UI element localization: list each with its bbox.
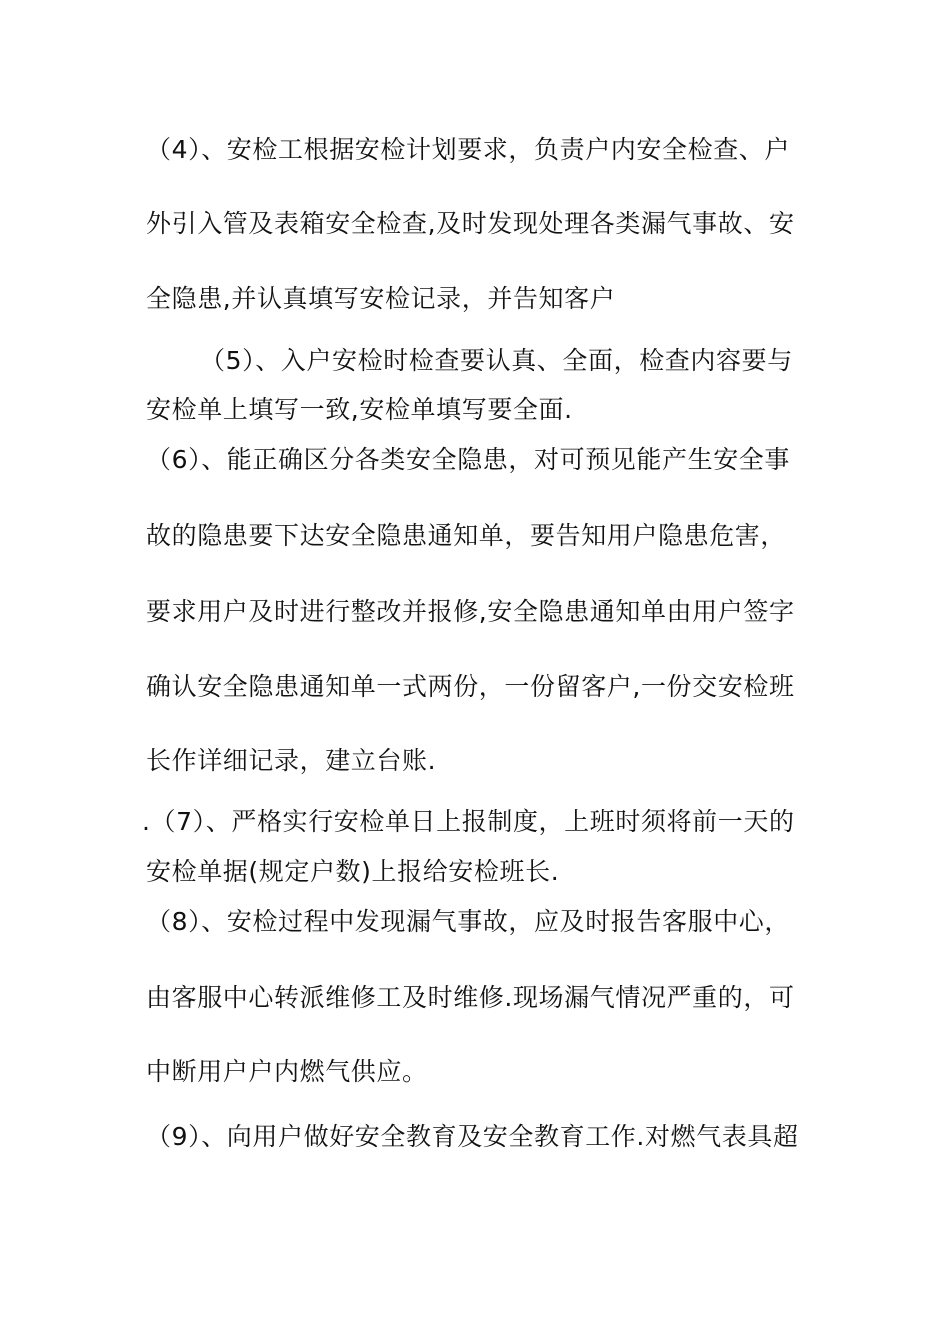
paragraph-7-line-2: 安检单据(规定户数)上报给安检班长. [146, 857, 560, 886]
paragraph-7-line-1: .（7）、严格实行安检单日上报制度，上班时须将前一天的 [142, 807, 795, 836]
paragraph-6-line-1: （6）、能正确区分各类安全隐患，对可预见能产生安全事 [146, 445, 791, 474]
paragraph-6-line-3: 要求用户及时进行整改并报修,安全隐患通知单由用户签字 [146, 597, 795, 626]
paragraph-6-line-4: 确认安全隐患通知单一式两份，一份留客户,一份交安检班 [146, 672, 795, 701]
paragraph-9-line-1: （9）、向用户做好安全教育及安全教育工作.对燃气表具超 [146, 1122, 799, 1151]
paragraph-8-line-2: 由客服中心转派维修工及时维修.现场漏气情况严重的，可 [146, 983, 795, 1012]
paragraph-4-line-2: 外引入管及表箱安全检查,及时发现处理各类漏气事故、安 [146, 209, 795, 238]
paragraph-8-line-3: 中断用户户内燃气供应。 [146, 1057, 428, 1086]
paragraph-6-line-2: 故的隐患要下达安全隐患通知单，要告知用户隐患危害， [146, 521, 787, 550]
paragraph-4-line-1: （4）、安检工根据安检计划要求，负责户内安全检查、户 [146, 135, 791, 164]
paragraph-8-line-1: （8）、安检过程中发现漏气事故，应及时报告客服中心， [146, 907, 791, 936]
paragraph-6-line-5: 长作详细记录，建立台账. [146, 746, 437, 775]
paragraph-5-line-2: 安检单上填写一致,安检单填写要全面. [146, 395, 573, 424]
paragraph-5-line-1: （5）、入户安检时检查要认真、全面，检查内容要与 [200, 346, 793, 375]
paragraph-4-line-3: 全隐患,并认真填写安检记录，并告知客户 [146, 284, 616, 313]
